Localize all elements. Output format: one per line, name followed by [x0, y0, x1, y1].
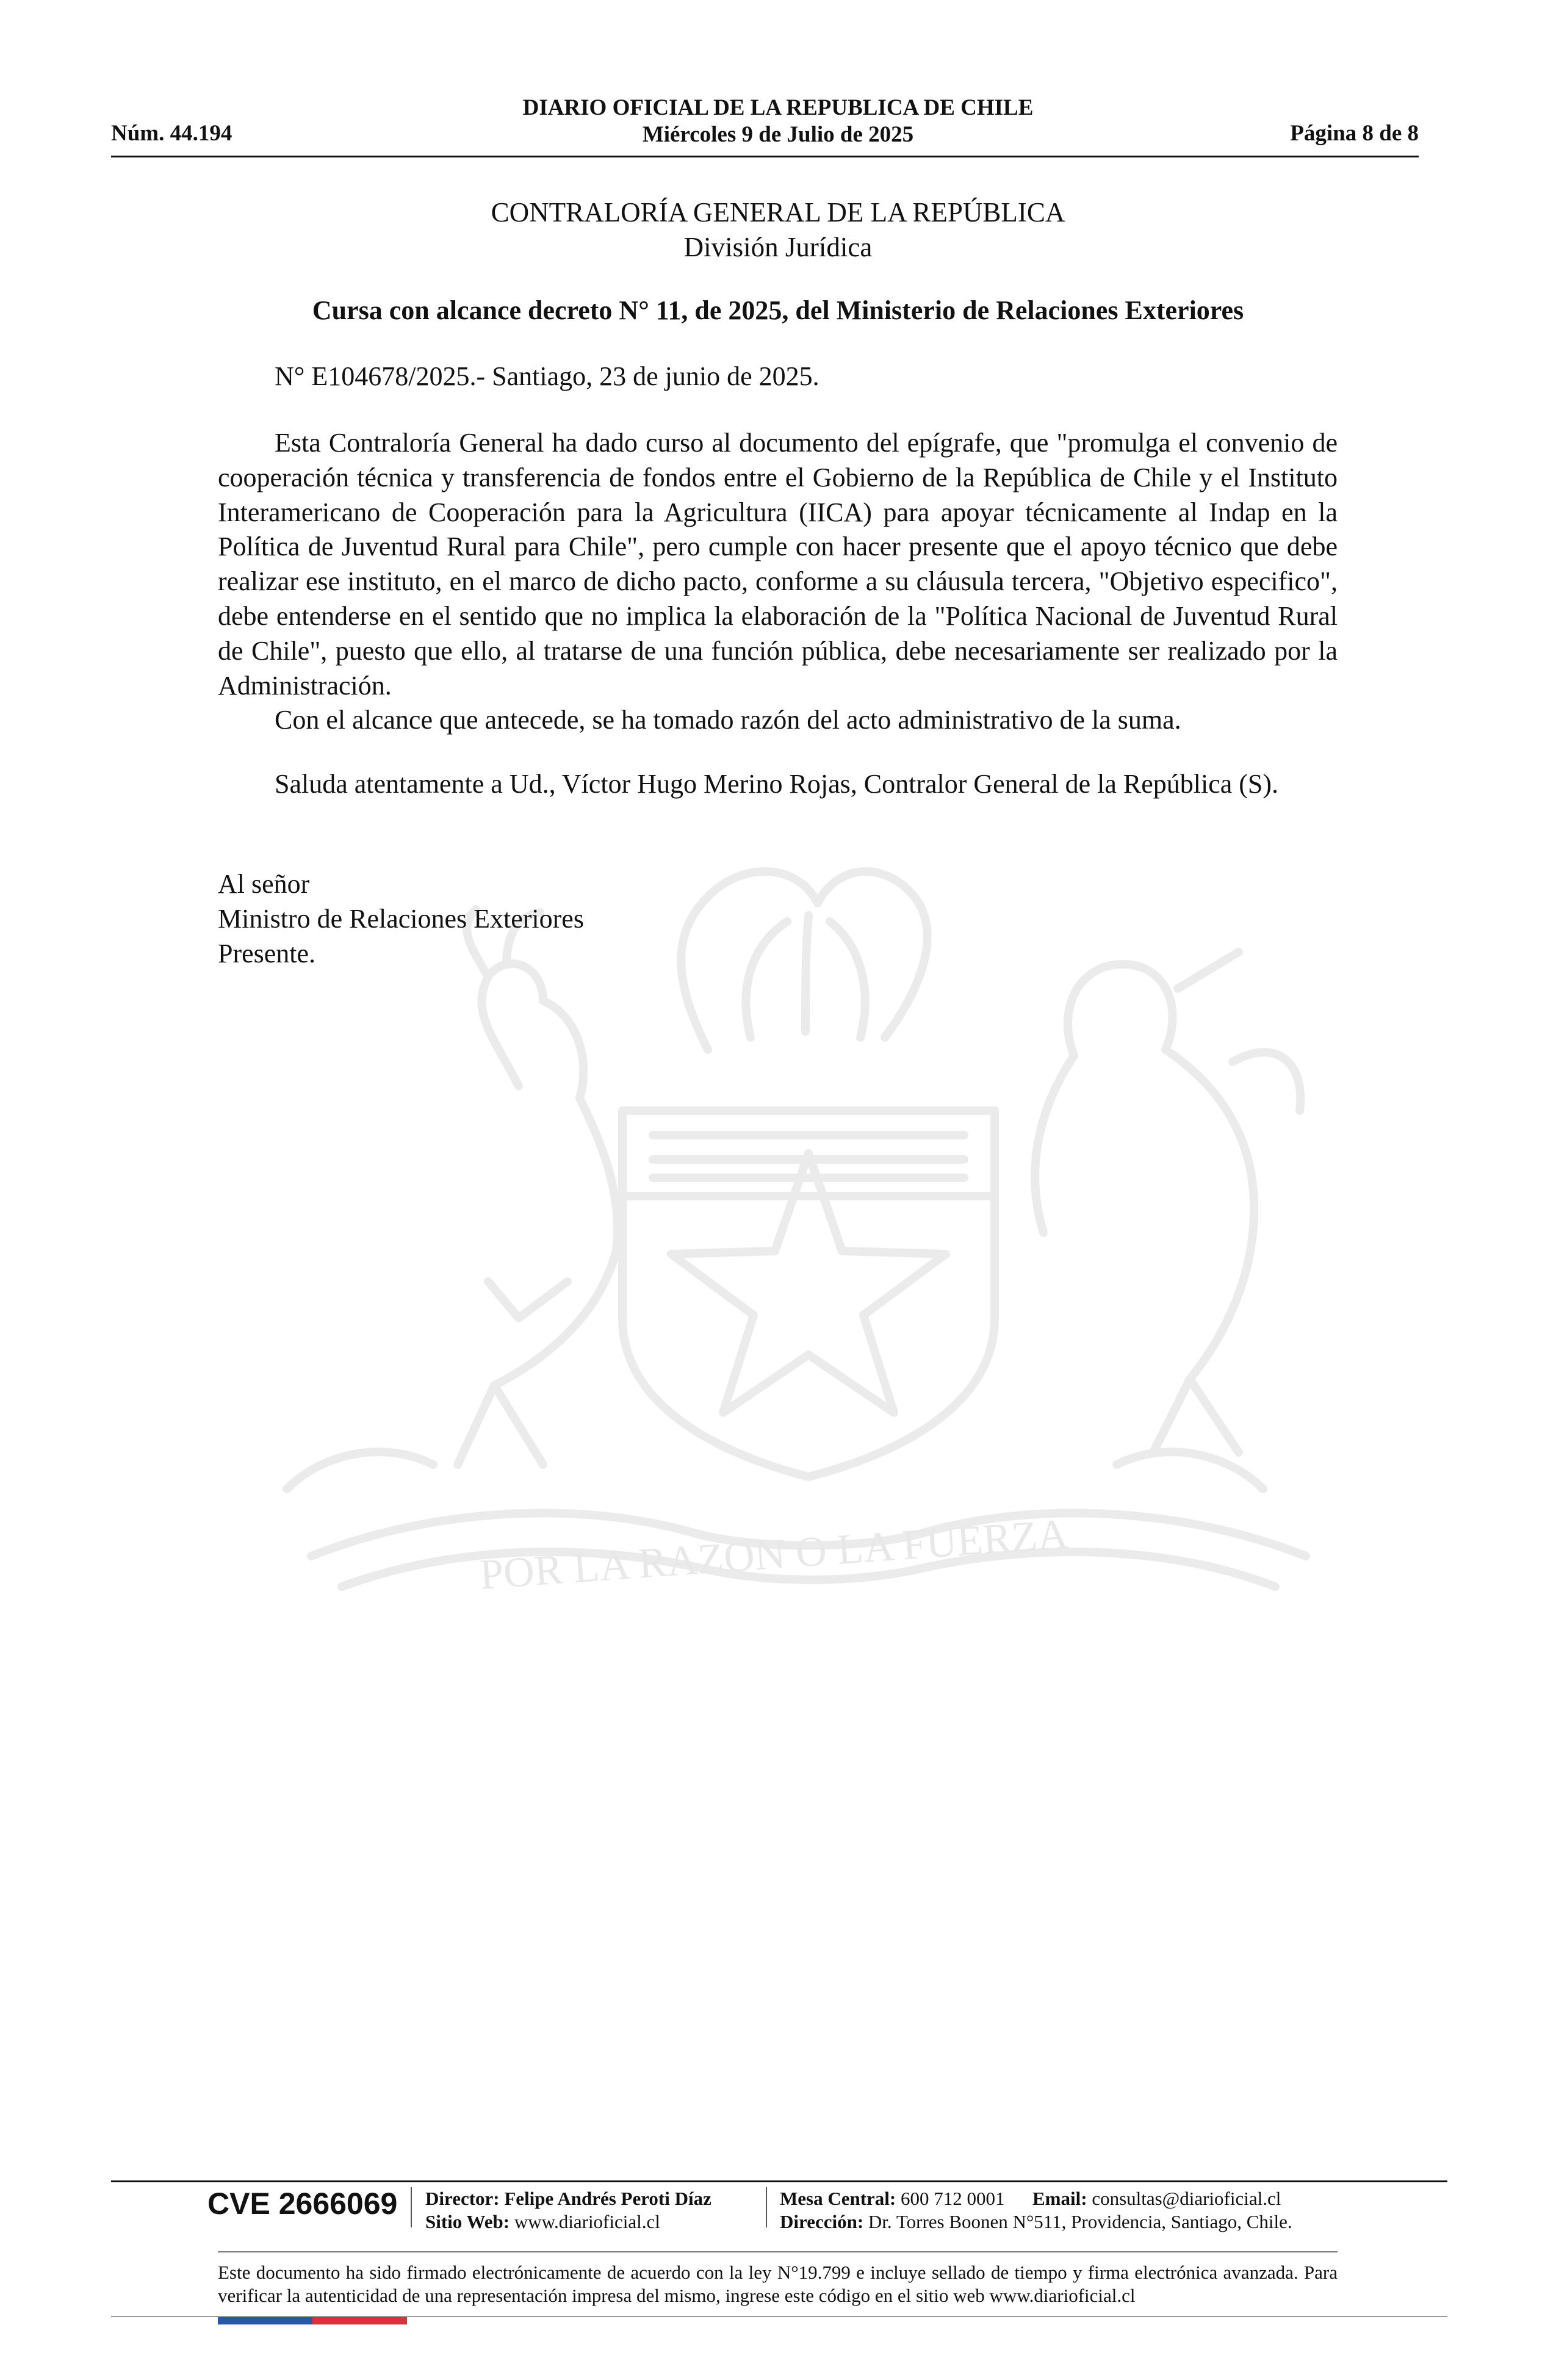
phone-number: 600 712 0001 [901, 2188, 1005, 2209]
flag-bar-red [312, 2317, 407, 2324]
address-value: Dr. Torres Boonen N°511, Providencia, Santiago, Chile. [868, 2211, 1292, 2232]
flag-bar-blue [218, 2317, 312, 2324]
footer-contact-block [780, 2187, 1292, 2234]
publication-date: Miércoles 9 de Julio de 2025 [642, 122, 914, 147]
closing-paragraph: Saluda atentamente a Ud., Víctor Hugo Merino Rojas, Contralor General de la República (S). [275, 769, 1279, 799]
addressee-line-3: Presente. [218, 939, 316, 968]
coat-of-arms-watermark [201, 854, 1349, 1672]
director-label: Director: [425, 2188, 500, 2209]
director-name: Felipe Andrés Peroti Díaz [504, 2188, 711, 2209]
addressee-line-2: Ministro de Relaciones Exteriores [218, 904, 584, 934]
second-paragraph: Con el alcance que antecede, se ha tomado razón del acto administrativo de la suma. [275, 705, 1181, 735]
website-label: Sitio Web: [425, 2211, 510, 2232]
email-label: Email: [1032, 2188, 1087, 2209]
email-link[interactable]: consultas@diarioficial.cl [1092, 2188, 1281, 2209]
publication-name: DIARIO OFICIAL DE LA REPUBLICA DE CHILE [522, 95, 1034, 120]
document-reference: N° E104678/2025.- Santiago, 23 de junio de 2025. [275, 361, 819, 391]
document-title: Cursa con alcance decreto N° 11, de 2025, del Ministerio de Relaciones Exteriores [312, 295, 1244, 325]
cve-code: CVE 2666069 [207, 2187, 398, 2221]
address-label: Dirección: [780, 2211, 864, 2232]
main-paragraph: Esta Contraloría General ha dado curso al documento del epígrafe, que "promulga el convenio de cooperación técnica y transferencia de fondos entre el Gobierno de la República de Chile y el Instituto Interamericano de Cooperación para la Agricultura (IICA) para apoyar técnicamente al Indap en la Política de Juventud Rural para Chile", pero cumple con hacer presente que el apoyo técnico que debe realizar ese instituto, en el marco de dicho pacto, conforme a su cláusula tercera, "Objetivo especifico", debe entenderse en el sentido que no implica la elaboración de la "Política Nacional de Juventud Rural de Chile", puesto que ello, al tratarse de una función pública, debe necesariamente ser realizado por la Administración. [218, 428, 1338, 701]
footer-divider [111, 2180, 1447, 2182]
legal-notice: Este documento ha sido firmado electrónicamente de acuerdo con la ley N°19.799 e incluye sellado de tiempo y firma electrónica avanzada. Para verificar la autenticidad de una representación impresa del mismo, ingrese este código en el sitio web www.diarioficial.cl [218, 2262, 1338, 2306]
footer-thin-divider [218, 2251, 1338, 2252]
watermark-motto: POR LA RAZON O LA FUERZA [478, 1510, 1070, 1599]
issue-number: Núm. 44.194 [111, 121, 232, 146]
header-divider [111, 156, 1419, 157]
division-name: División Jurídica [683, 232, 873, 262]
page-number: Página 8 de 8 [1290, 121, 1419, 146]
addressee-line-1: Al señor [218, 869, 310, 899]
footer-separator [766, 2187, 767, 2227]
institution-name: CONTRALORÍA GENERAL DE LA REPÚBLICA [491, 197, 1065, 228]
footer-director-block [425, 2187, 711, 2234]
phone-label: Mesa Central: [780, 2188, 896, 2209]
website-link[interactable]: www.diarioficial.cl [514, 2211, 660, 2232]
footer-separator [411, 2187, 412, 2227]
